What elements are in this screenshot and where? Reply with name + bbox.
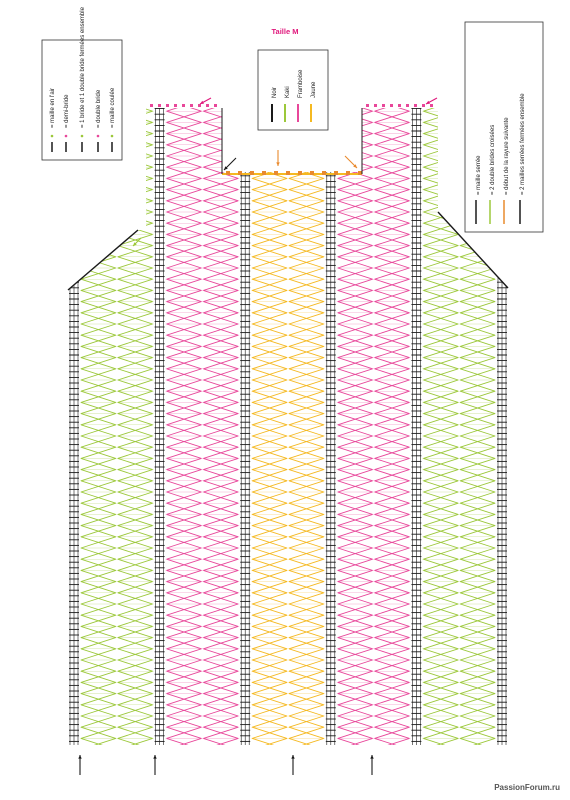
neck-chain-mark xyxy=(250,171,254,175)
shoulder-chain-mark xyxy=(366,104,369,107)
legend-left-label: = maille coulée xyxy=(110,87,116,128)
shoulder-chain-mark xyxy=(214,104,217,107)
legend-right-label: = 2 double brides croisées xyxy=(490,124,496,195)
shoulder-chain-mark xyxy=(158,104,161,107)
stripe-arrow xyxy=(200,98,211,104)
neck-chain-mark xyxy=(346,171,350,175)
start-arrow xyxy=(291,755,294,775)
shoulder-chain-mark xyxy=(190,104,193,107)
stripe-noir xyxy=(155,100,165,745)
stripe-jaune xyxy=(251,100,325,750)
neck-chain-mark xyxy=(322,171,326,175)
footer-watermark: PassionForum.ru xyxy=(494,783,560,792)
neck-chain-mark xyxy=(358,171,362,175)
color-name-label: Framboise xyxy=(298,69,304,98)
legend-colors xyxy=(258,50,328,130)
neck-chain-mark xyxy=(274,171,278,175)
shoulder-chain-mark xyxy=(166,104,169,107)
stripe-framboise xyxy=(337,100,411,750)
shoulder-chain-mark xyxy=(174,104,177,107)
legend-symbols-left xyxy=(42,6,122,160)
shoulder-chain-mark xyxy=(414,104,417,107)
shoulder-chain-mark xyxy=(382,104,385,107)
shoulder-chain-mark xyxy=(198,104,201,107)
color-name-label: Jaune xyxy=(311,81,317,98)
stripe-noir xyxy=(240,100,250,745)
legend-right-label: = maille serrée xyxy=(476,155,482,195)
stripe-noir xyxy=(411,100,421,745)
start-arrow xyxy=(370,755,373,775)
stripe-kaki xyxy=(80,100,154,750)
legend-left-label: = maille en l'air xyxy=(50,88,56,128)
color-name-label: Noir xyxy=(272,86,278,98)
shoulder-chain-mark xyxy=(390,104,393,107)
chart-arrows xyxy=(78,98,437,775)
chart-body xyxy=(69,100,507,750)
shoulder-chain-mark xyxy=(406,104,409,107)
start-arrow xyxy=(153,755,156,775)
neck-chain-mark xyxy=(298,171,302,175)
legend-left-label: = demi-bride xyxy=(64,94,70,128)
neck-chain-mark xyxy=(226,171,230,175)
shoulder-chain-mark xyxy=(150,104,153,107)
stripe-arrow xyxy=(426,98,437,104)
legend-symbols-right xyxy=(465,22,543,232)
shoulder-chain-mark xyxy=(374,104,377,107)
legend-left-label: = double bride xyxy=(96,89,102,128)
neck-chain-mark xyxy=(238,171,242,175)
neck-chain-mark xyxy=(262,171,266,175)
start-arrow xyxy=(78,755,81,775)
neck-chain-mark xyxy=(310,171,314,175)
shoulder-chain-mark xyxy=(206,104,209,107)
stripe-framboise xyxy=(166,100,240,750)
stripe-arrow xyxy=(276,150,279,166)
legend-right-label: = début de la rayure suivante xyxy=(504,117,510,195)
color-name-label: Kaki xyxy=(285,86,291,98)
neck-chain-mark xyxy=(334,171,338,175)
chart-title: Taille M xyxy=(271,27,299,36)
stripe-noir xyxy=(69,100,79,745)
legend-right-label: = 2 mailles serrées fermées ensemble xyxy=(520,93,526,195)
shoulder-chain-mark xyxy=(430,104,433,107)
shoulder-chain-mark xyxy=(398,104,401,107)
neck-chain-mark xyxy=(286,171,290,175)
start-arrow xyxy=(224,158,236,170)
legend-left-label: = 1 bride et 1 double bride fermées ensemble xyxy=(80,7,86,128)
shoulder-chain-mark xyxy=(422,104,425,107)
shoulder-chain-mark xyxy=(182,104,185,107)
stripe-noir xyxy=(326,100,336,745)
stripe-arrow xyxy=(345,156,357,168)
